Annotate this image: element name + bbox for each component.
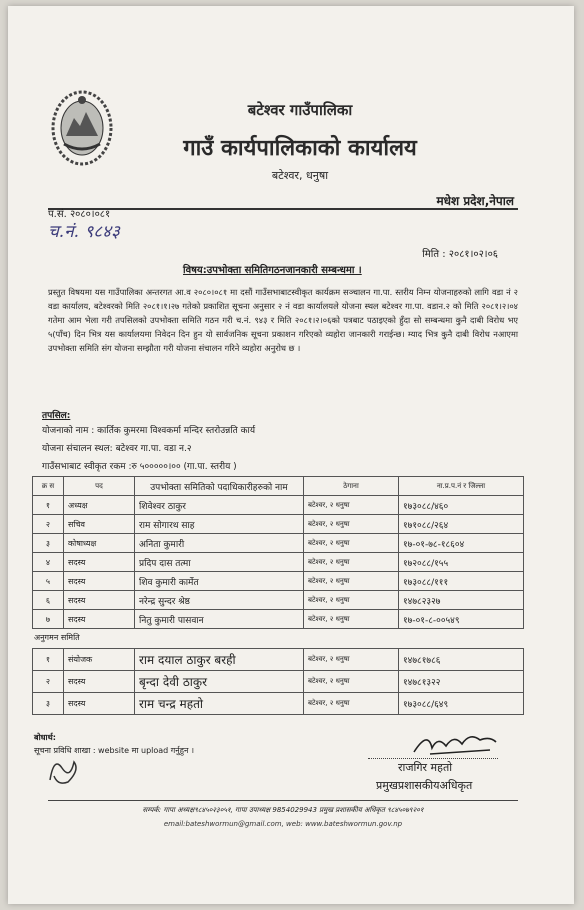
- cell-id: १७१०८८/२६४: [399, 515, 524, 534]
- cell-id: १७३०८८/४६०: [399, 496, 524, 515]
- cell-address: बटेश्वर, २ धनुषा: [304, 693, 399, 715]
- table-row: [33, 572, 524, 591]
- table-row: [33, 693, 524, 715]
- cell-name: राम चन्द्र महतो: [135, 693, 304, 715]
- cell-address: बटेश्वर, २ धनुषा: [304, 572, 399, 591]
- cell-name: अनिता कुमारी: [135, 534, 304, 553]
- officer-signature-icon: [410, 728, 500, 760]
- col-header-sn: क्र स: [33, 477, 64, 496]
- cell-post: सचिव: [64, 515, 135, 534]
- cell-sn: १: [33, 649, 64, 671]
- signature-line: [368, 758, 498, 759]
- col-header-name: उपभोक्ता समितिको पदाधिकारीहरुको नाम: [135, 477, 304, 496]
- table-row: [33, 496, 524, 515]
- letter-body: प्रस्तुत विषयमा यस गाउँपालिका अन्तरगत आ.व २०८०।०८१ मा दसौं गाउँसभाबाटस्वीकृत कार्यक्रम सञ्चालन गा.पा. स्तरीय निम्न योजनाहरुको लागि वडा नं २ वडा कार्यालय, बटेश्वरको मिति २०८१।१।२७ गतेको प्रकाशित सूचना अनुसार २ नं वडा कार्यालयले योजना स्थल बटेश्वर गा.पा. वडान.२ को मिति २०८१।२।०४ गतेमा आम भेला गरी तपसिलको उपभोक्ता समिति गठन गरी च.नं. ९४३ र मिति २०८१।२।०६को पत्रबाट पठाइएको हुँदा सो सम्बन्धमा कुनै दाबी विरोध भए ५(पाँच) दिन भित्र यस कार्यालयमा निवेदन दिन हुन यो सार्वजनिक सूचना प्रकाशन गरिएको व्यहोरा जानकारी गराईन्छ। म्याद भित्र कुनै दाबी विरोध नआएमा उपभोक्ता समिति संग योजना सम्झौता गरी योजना संचालन गरिने व्यहोरा अनुरोध छ ।: [48, 287, 518, 353]
- cell-address: बटेश्वर, २ धनुषा: [304, 591, 399, 610]
- municipality-name: बटेश्वर गाउँपालिका: [247, 101, 353, 119]
- signatory-title: प्रमुखप्रशासकीयअधिकृत: [376, 779, 473, 792]
- committee-table: [32, 476, 524, 629]
- cell-address: बटेश्वर, २ धनुषा: [304, 515, 399, 534]
- cell-sn: १: [33, 496, 64, 515]
- cell-name: राम सोगारथ साह: [135, 515, 304, 534]
- office-name: गाउँ कार्यपालिकाको कार्यालय: [183, 136, 417, 161]
- cell-post: सदस्य: [64, 572, 135, 591]
- letter-date: मिति : २०८१।०२।०६: [422, 249, 498, 260]
- cell-sn: २: [33, 515, 64, 534]
- province-name: मधेश प्रदेश,नेपाल: [436, 194, 514, 208]
- cell-post: कोषाध्यक्ष: [64, 534, 135, 553]
- table-row: [33, 515, 524, 534]
- letter-subject: विषय:उपभोक्ता समितिगठनजानकारी सम्बन्धमा ।: [183, 265, 362, 276]
- cell-name: शिवेश्वर ठाकुर: [135, 496, 304, 515]
- cell-post: सदस्य: [64, 671, 135, 693]
- table-row: [33, 671, 524, 693]
- footer-email-web: email:bateshwormun@gmail.com, web: www.bateshwormun.gov.np: [163, 820, 403, 828]
- monitoring-committee-label: अनुगमन समिति: [34, 633, 80, 642]
- cell-sn: ६: [33, 591, 64, 610]
- dispatch-number: च.नं. ९८४३: [48, 222, 120, 242]
- cell-sn: ४: [33, 553, 64, 572]
- cell-name: प्रदिप दास तत्मा: [135, 553, 304, 572]
- footer-divider: [48, 800, 518, 801]
- table-row: [33, 553, 524, 572]
- table-row: [33, 649, 524, 671]
- cell-address: बटेश्वर, २ धनुषा: [304, 671, 399, 693]
- cell-id: १७-०१-७८-१८६०४: [399, 534, 524, 553]
- cell-post: सदस्य: [64, 610, 135, 629]
- cell-address: बटेश्वर, २ धनुषा: [304, 649, 399, 671]
- table-row: [33, 534, 524, 553]
- cell-sn: ३: [33, 534, 64, 553]
- col-header-id: ना.प्र.प.नं र जिल्ला: [399, 477, 524, 496]
- initials-signature-icon: [44, 750, 84, 790]
- office-address: बटेश्वर, धनुषा: [271, 169, 329, 182]
- cell-address: बटेश्वर, २ धनुषा: [304, 553, 399, 572]
- cell-post: सदस्य: [64, 553, 135, 572]
- reference-number: प.सं. २०८०।०८१: [48, 209, 111, 220]
- footer-contact: सम्पर्क: गापा अध्यक्ष९८४५०२३०५१, गापा उपाध्यक्ष 9854029943 प्रमुख प्रशासकीय अधिकृत ९८४५०७९२०१: [142, 806, 424, 814]
- table-row: [33, 610, 524, 629]
- cell-sn: ३: [33, 693, 64, 715]
- cell-post: सदस्य: [64, 693, 135, 715]
- cell-sn: ५: [33, 572, 64, 591]
- monitoring-table: [32, 648, 524, 715]
- cc-line: सूचना प्रविधि शाखा : website मा upload गर्नुहुन ।: [34, 746, 194, 755]
- cell-id: १७-०१-८-००५४९: [399, 610, 524, 629]
- cell-id: १४७८१७८६: [399, 649, 524, 671]
- table-header-row: [33, 477, 524, 496]
- tapsil-heading: तपसिल:: [42, 411, 71, 421]
- cell-name: नितु कुमारी पासवान: [135, 610, 304, 629]
- cc-label: बोधार्थ:: [34, 733, 56, 742]
- cell-post: संयोजक: [64, 649, 135, 671]
- col-header-address: ठेगाना: [304, 477, 399, 496]
- cell-id: १७३०८८/६४९: [399, 693, 524, 715]
- project-name: योजनाको नाम : कार्तिक कुमरमा विश्वकर्मा मन्दिर स्तरोउन्नति कार्य: [42, 426, 256, 436]
- cell-name: नरेन्द्र सुन्दर श्रेष्ठ: [135, 591, 304, 610]
- cell-id: १४७८२३२७: [399, 591, 524, 610]
- cell-address: बटेश्वर, २ धनुषा: [304, 496, 399, 515]
- signatory-name: राजगिर महतो: [398, 761, 453, 774]
- cell-address: बटेश्वर, २ धनुषा: [304, 534, 399, 553]
- cell-id: १४७८१३२२: [399, 671, 524, 693]
- cell-sn: २: [33, 671, 64, 693]
- cell-id: १७३०८८/१११: [399, 572, 524, 591]
- cell-name: राम दयाल ठाकुर बरही: [135, 649, 304, 671]
- approved-amount: गाउँसभाबाट स्वीकृत रकम :रु ५०००००।०० (गा.पा. स्तरीय ): [42, 462, 237, 472]
- cell-name: शिव कुमारी कार्मेत: [135, 572, 304, 591]
- cell-address: बटेश्वर, २ धनुषा: [304, 610, 399, 629]
- cell-post: सदस्य: [64, 591, 135, 610]
- header-divider: [48, 208, 518, 210]
- cell-name: बृन्दा देवी ठाकुर: [135, 671, 304, 693]
- cell-post: अध्यक्ष: [64, 496, 135, 515]
- cell-sn: ७: [33, 610, 64, 629]
- table-row: [33, 591, 524, 610]
- col-header-post: पद: [64, 477, 135, 496]
- project-site: योजना संचालन स्थल: बटेश्वर गा.पा. वडा न.२: [42, 444, 192, 454]
- cell-id: १७२०८८/१५५: [399, 553, 524, 572]
